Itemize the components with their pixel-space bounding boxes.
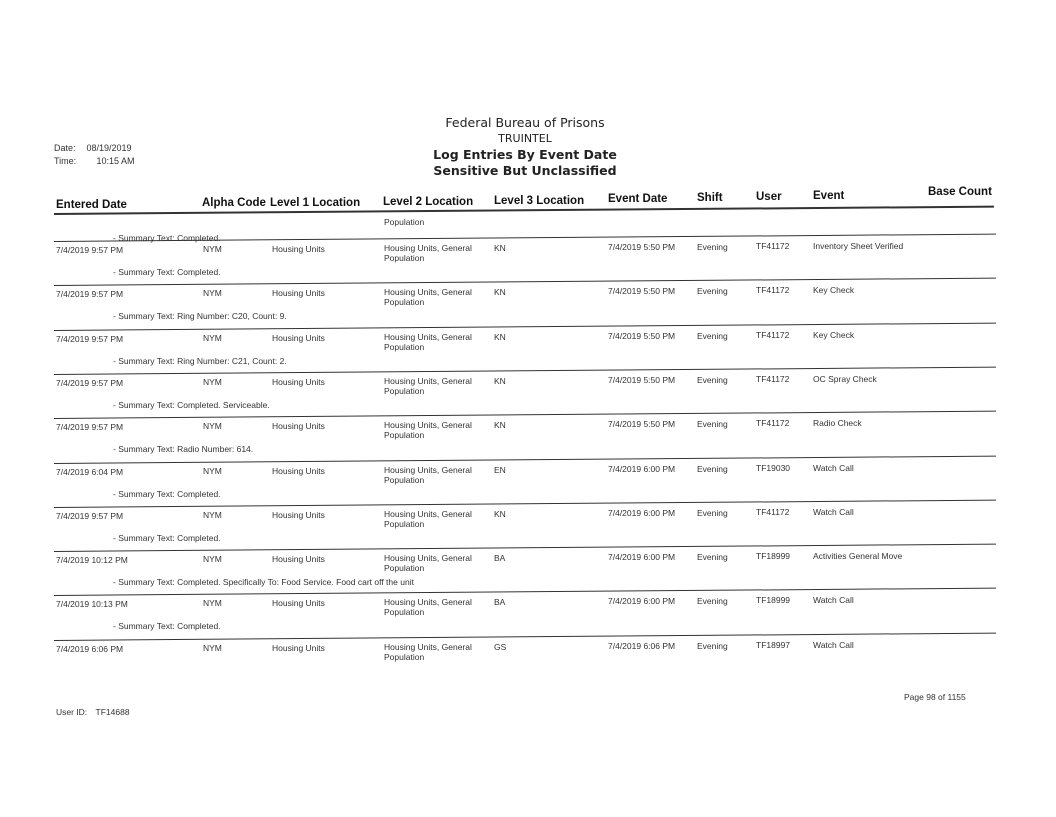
cell-entered-date: 7/4/2019 6:06 PM [56,644,124,654]
cell-level3-location: KN [494,420,506,430]
cell-entered-date: 7/4/2019 10:13 PM [56,599,128,609]
cell-level1-location: Housing Units [272,643,325,653]
cell-event: Watch Call [813,595,854,605]
cell-event-date: 7/4/2019 6:00 PM [608,464,676,474]
row-summary-text: - Summary Text: Completed. [113,621,221,631]
time-label: Time: [54,156,77,166]
cell-user: TF41172 [756,418,790,428]
header-rule [54,206,994,215]
cell-level1-location: Housing Units [272,554,325,564]
cell-level1-location: Housing Units [272,421,325,431]
classification-label: Sensitive But Unclassified [433,163,617,178]
report-date [54,143,132,153]
cell-shift: Evening [697,331,728,341]
cell-level2-location: Housing Units, General Population [384,332,472,352]
cell-entered-date: 7/4/2019 9:57 PM [56,289,124,299]
cell-event: Watch Call [813,640,854,650]
cell-level2-location: Housing Units, General Population [384,243,472,263]
col-shift: Shift [697,192,723,204]
col-alpha-code: Alpha Code [202,197,266,209]
col-entered-date: Entered Date [56,199,127,211]
cell-event-date: 7/4/2019 5:50 PM [608,286,676,296]
cell-alpha-code: NYM [203,377,222,387]
cell-event-date: 7/4/2019 5:50 PM [608,331,676,341]
cell-event-date: 7/4/2019 6:00 PM [608,552,676,562]
cell-alpha-code: NYM [203,288,222,298]
cell-user: TF18999 [756,595,791,605]
cell-alpha-code: NYM [203,466,222,476]
cell-alpha-code: NYM [203,643,222,653]
cell-level3-location: KN [494,287,506,297]
cell-entered-date: 7/4/2019 6:04 PM [56,467,124,477]
row-summary-text: - Summary Text: Completed. [113,489,221,499]
cell-user: TF18997 [756,640,791,650]
cell-event: Watch Call [813,463,854,473]
cell-shift: Evening [697,375,728,385]
page-number: Page 98 of 1155 [904,692,966,702]
cell-level1-location: Housing Units [272,598,325,608]
row-rule [54,278,996,286]
cell-level1-location: Housing Units [272,244,325,254]
cell-shift: Evening [697,641,728,651]
cell-user: TF18999 [756,551,791,561]
report-title: Log Entries By Event Date [433,147,617,162]
cell-user: TF41172 [756,241,790,251]
date-label: Date: [54,143,76,153]
row-summary-text: - Summary Text: Completed. [113,533,221,543]
system-name: TRUINTEL [498,132,552,145]
cell-event-date: 7/4/2019 6:00 PM [608,508,676,518]
row-rule [54,633,996,641]
cell-entered-date: 7/4/2019 9:57 PM [56,245,124,255]
cell-alpha-code: NYM [203,333,222,343]
cell-event-date: 7/4/2019 5:50 PM [608,242,676,252]
carryover-summary: - Summary Text: Completed. [113,233,221,243]
cell-event-date: 7/4/2019 6:06 PM [608,641,676,651]
cell-alpha-code: NYM [203,598,222,608]
cell-level2-location: Housing Units, General Population [384,553,472,573]
row-rule [54,588,996,596]
cell-entered-date: 7/4/2019 9:57 PM [56,511,124,521]
cell-event: Watch Call [813,507,854,517]
date-value: 08/19/2019 [86,143,132,153]
cell-event: OC Spray Check [813,374,877,384]
cell-level1-location: Housing Units [272,377,325,387]
col-event: Event [813,190,845,202]
cell-user: TF41172 [756,285,790,295]
row-summary-text: - Summary Text: Completed. [113,267,221,277]
col-level3-location: Level 3 Location [494,195,585,207]
cell-level2-location: Housing Units, General Population [384,597,472,617]
cell-level3-location: KN [494,243,506,253]
cell-level3-location: KN [494,376,506,386]
cell-shift: Evening [697,419,728,429]
cell-event: Inventory Sheet Verified [813,241,904,251]
cell-level2-location: Housing Units, General Population [384,420,472,440]
row-summary-text: - Summary Text: Completed. Specifically To: Food Service. Food cart off the unit [113,577,414,587]
col-user: User [756,191,782,203]
cell-entered-date: 7/4/2019 10:12 PM [56,555,128,565]
col-event-date: Event Date [608,193,668,205]
cell-user: TF41172 [756,374,790,384]
cell-user: TF41172 [756,330,790,340]
cell-shift: Evening [697,552,728,562]
cell-shift: Evening [697,596,728,606]
cell-shift: Evening [697,242,728,252]
cell-entered-date: 7/4/2019 9:57 PM [56,334,124,344]
cell-level3-location: BA [494,553,506,563]
cell-entered-date: 7/4/2019 9:57 PM [56,422,124,432]
cell-shift: Evening [697,464,728,474]
time-value: 10:15 AM [96,156,135,166]
cell-entered-date: 7/4/2019 9:57 PM [56,378,124,388]
row-summary-text: - Summary Text: Radio Number: 614. [113,444,254,454]
cell-event: Activities General Move [813,551,903,561]
cell-shift: Evening [697,286,728,296]
cell-alpha-code: NYM [203,421,222,431]
row-summary-text: - Summary Text: Completed. Serviceable. [113,400,270,410]
col-level2-location: Level 2 Location [383,196,474,208]
cell-level1-location: Housing Units [272,466,325,476]
row-summary-text: - Summary Text: Ring Number: C20, Count: 9. [113,311,287,321]
cell-alpha-code: NYM [203,554,222,564]
report-time [54,156,135,166]
cell-level3-location: GS [494,642,507,652]
cell-user: TF19030 [756,463,791,473]
cell-level2-location: Housing Units, General Population [384,287,472,307]
cell-level3-location: EN [494,465,506,475]
cell-level1-location: Housing Units [272,510,325,520]
row-rule [54,456,996,464]
cell-event-date: 7/4/2019 5:50 PM [608,375,676,385]
cell-level3-location: KN [494,332,506,342]
user-id-value: TF14688 [95,707,130,717]
cell-event: Key Check [813,330,855,340]
cell-level1-location: Housing Units [272,288,325,298]
cell-level3-location: KN [494,509,506,519]
row-rule [54,323,996,331]
cell-level2-location: Housing Units, General Population [384,465,472,485]
carryover-level2: Population [384,217,425,227]
user-id-label: User ID: [56,707,88,717]
col-level1-location: Level 1 Location [270,197,361,209]
cell-level2-location: Housing Units, General Population [384,642,472,662]
footer-user-id [56,707,130,717]
report-title-block [400,115,650,179]
cell-shift: Evening [697,508,728,518]
cell-level2-location: Housing Units, General Population [384,509,472,529]
cell-event: Key Check [813,285,855,295]
cell-alpha-code: NYM [203,510,222,520]
col-base-count: Base Count [928,186,992,198]
cell-level1-location: Housing Units [272,333,325,343]
row-rule [54,500,996,508]
cell-user: TF41172 [756,507,790,517]
row-summary-text: - Summary Text: Ring Number: C21, Count: 2. [113,356,287,366]
agency-name: Federal Bureau of Prisons [445,115,605,130]
cell-event-date: 7/4/2019 6:00 PM [608,596,676,606]
cell-alpha-code: NYM [203,244,222,254]
cell-level2-location: Housing Units, General Population [384,376,472,396]
cell-level3-location: BA [494,597,506,607]
cell-event: Radio Check [813,418,862,428]
cell-event-date: 7/4/2019 5:50 PM [608,419,676,429]
